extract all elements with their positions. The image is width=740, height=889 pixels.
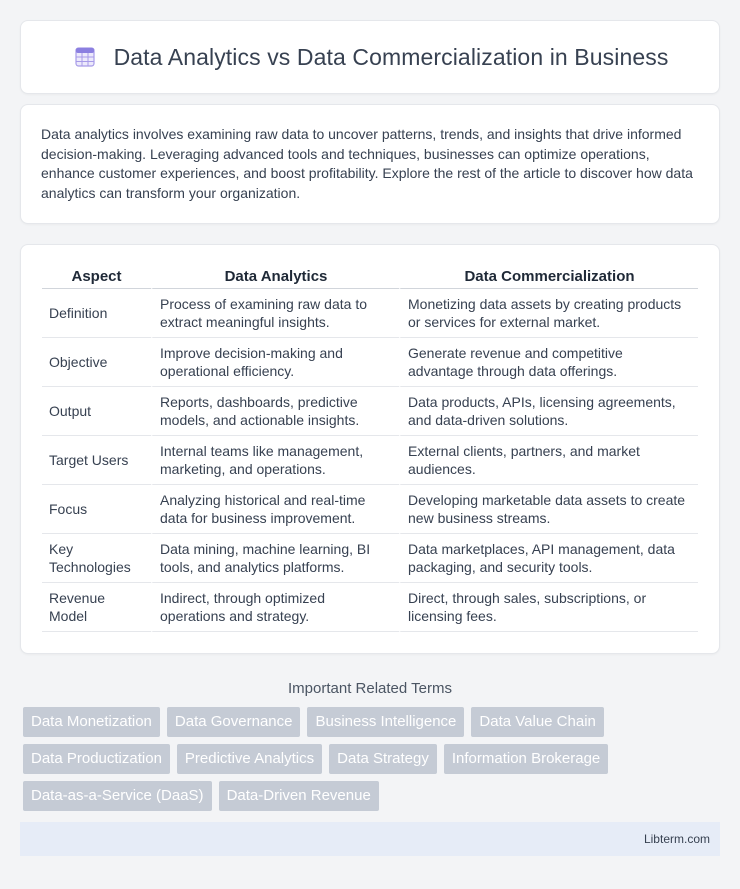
row-commercialization: Generate revenue and competitive advantage through data offerings. [399,338,698,387]
related-term-tag[interactable]: Data-as-a-Service (DaaS) [23,781,212,811]
row-analytics: Data mining, machine learning, BI tools, and analytics platforms. [151,534,399,583]
title-card [20,20,720,94]
row-analytics: Improve decision-making and operational efficiency. [151,338,399,387]
comparison-card [20,244,720,654]
footer-site-link[interactable]: Libterm.com [643,832,710,846]
related-term-tag[interactable]: Data Governance [167,707,301,737]
row-aspect: Focus [42,485,151,534]
table-row [42,387,698,436]
intro-text: Data analytics involves examining raw data to uncover patterns, trends, and insights that drive informed decision-making. Leveraging advanced tools and techniques, businesses can optimize operations, enhance customer experiences, and boost profitability. Explore the rest of the article to discover how data analytics can transform your organization. [41,126,693,201]
related-terms-section [20,680,720,811]
row-aspect: Objective [42,338,151,387]
row-commercialization: Data marketplaces, API management, data packaging, and security tools. [399,534,698,583]
row-analytics: Indirect, through optimized operations and strategy. [151,583,399,632]
footer [20,822,720,856]
related-term-tag[interactable]: Data Strategy [329,744,437,774]
table-header-row [42,263,698,289]
comparison-table [42,263,698,632]
table-row [42,534,698,583]
row-commercialization: Data products, APIs, licensing agreements, and data-driven solutions. [399,387,698,436]
table-row [42,338,698,387]
row-commercialization: Monetizing data assets by creating products or services for external market. [399,289,698,338]
row-analytics: Process of examining raw data to extract meaningful insights. [151,289,399,338]
header-data-analytics: Data Analytics [151,263,399,289]
related-term-tag[interactable]: Data Value Chain [471,707,603,737]
related-term-tag[interactable]: Information Brokerage [444,744,608,774]
row-analytics: Reports, dashboards, predictive models, and actionable insights. [151,387,399,436]
header-aspect: Aspect [42,263,151,289]
row-aspect: Definition [42,289,151,338]
related-terms-list [20,707,720,811]
spreadsheet-icon [72,44,98,70]
row-analytics: Internal teams like management, marketing, and operations. [151,436,399,485]
row-analytics: Analyzing historical and real-time data for business improvement. [151,485,399,534]
table-row [42,436,698,485]
row-aspect: Output [42,387,151,436]
row-aspect: Key Technologies [42,534,151,583]
page-title: Data Analytics vs Data Commercialization in Business [113,43,669,70]
row-commercialization: Developing marketable data assets to create new business streams. [399,485,698,534]
header-data-commercialization: Data Commercialization [399,263,698,289]
row-commercialization: External clients, partners, and market audiences. [399,436,698,485]
related-term-tag[interactable]: Business Intelligence [307,707,464,737]
table-row [42,583,698,632]
related-terms-title: Important Related Terms [288,680,452,697]
row-commercialization: Direct, through sales, subscriptions, or licensing fees. [399,583,698,632]
intro-card [20,104,720,224]
row-aspect: Target Users [42,436,151,485]
table-row [42,485,698,534]
related-term-tag[interactable]: Data Productization [23,744,170,774]
related-term-tag[interactable]: Data Monetization [23,707,160,737]
table-row [42,289,698,338]
related-term-tag[interactable]: Predictive Analytics [177,744,322,774]
related-term-tag[interactable]: Data-Driven Revenue [219,781,379,811]
row-aspect: Revenue Model [42,583,151,632]
